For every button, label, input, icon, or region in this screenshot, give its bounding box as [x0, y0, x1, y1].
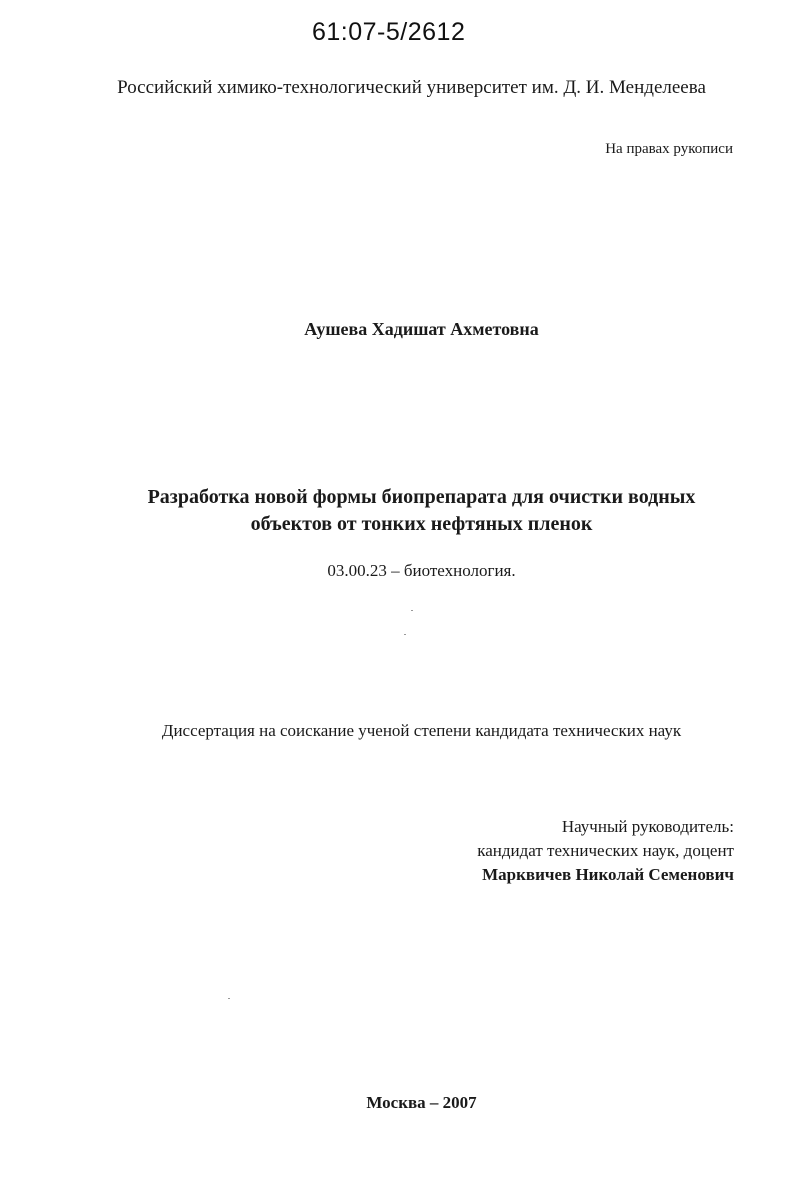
supervisor-role: Научный руководитель:: [561, 817, 734, 836]
supervisor-name: Марквичев Николай Семенович: [482, 865, 734, 884]
title-line-2: объектов от тонких нефтяных пленок: [250, 513, 593, 535]
scan-speck: [411, 610, 413, 611]
title-line-1: Разработка новой формы биопрепарата для очистки водных: [147, 486, 696, 508]
author-name: Аушева Хадишат Ахметовна: [304, 319, 539, 339]
scan-speck: [228, 998, 230, 999]
degree-statement: Диссертация на соискание ученой степени кандидата технических наук: [161, 721, 682, 740]
university-name: Российский химико-технологический университет им. Д. И. Менделеева: [117, 77, 706, 98]
supervisor-block: [477, 815, 734, 887]
scan-speck: [404, 634, 406, 635]
manuscript-rights-note: На правах рукописи: [605, 141, 733, 157]
dissertation-title: [0, 484, 793, 538]
city-year: Москва – 2007: [366, 1093, 477, 1112]
specialty-code: 03.00.23 – биотехнология.: [327, 561, 516, 580]
supervisor-rank: кандидат технических наук, доцент: [477, 841, 734, 860]
catalog-number: 61:07-5/2612: [312, 18, 466, 46]
